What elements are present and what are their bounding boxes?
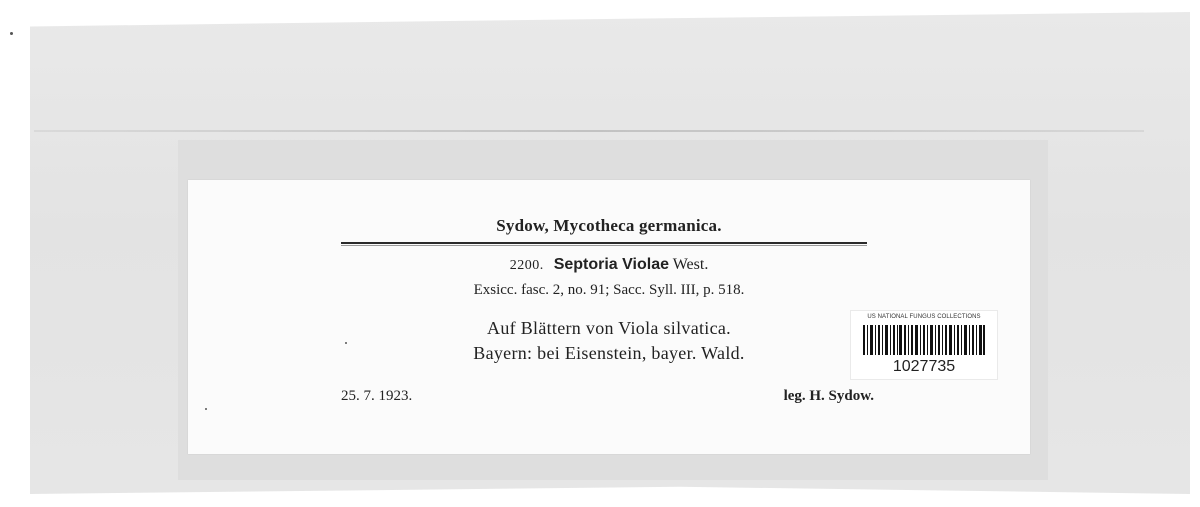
- dust-speck: [345, 342, 347, 344]
- label-title: Sydow, Mycotheca germanica.: [496, 216, 722, 235]
- barcode-bars: [863, 325, 985, 355]
- locality-line: Bayern: bei Eisenstein, bayer. Wald.: [473, 343, 745, 363]
- barcode-number: 1027735: [892, 358, 956, 375]
- barcode-sticker: [850, 310, 998, 380]
- species-line: [188, 256, 1030, 274]
- title-rule: [341, 242, 867, 244]
- host-line: Auf Blättern von Viola silvatica.: [487, 318, 731, 338]
- envelope-fold: [34, 130, 1144, 132]
- dust-speck: [10, 32, 13, 35]
- barcode-header: US NATIONAL FUNGUS COLLECTIONS: [867, 314, 981, 320]
- specimen-number: 2200.: [509, 258, 544, 273]
- dust-speck: [205, 408, 207, 410]
- title-rule-secondary: [341, 245, 867, 246]
- reference-line: Exsicc. fasc. 2, no. 91; Sacc. Syll. III, p. 518.: [473, 282, 745, 298]
- collector: leg. H. Sydow.: [783, 388, 874, 404]
- collection-date: 25. 7. 1923.: [341, 388, 413, 404]
- species-author: West.: [672, 256, 709, 273]
- species-name: Septoria Violae: [553, 256, 669, 273]
